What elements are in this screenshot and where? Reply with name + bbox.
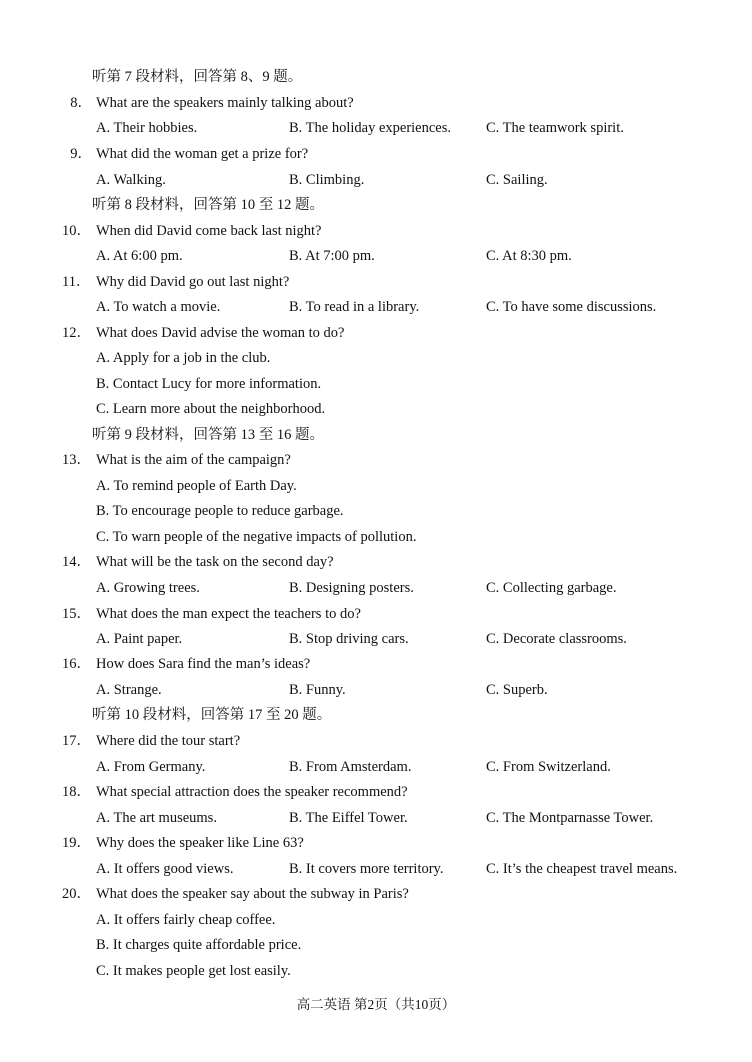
question-number: 8． <box>70 95 92 111</box>
question-number: 10． <box>62 223 91 239</box>
options-row <box>0 756 752 778</box>
option-b: B. Designing posters. <box>289 580 414 596</box>
option-row <box>0 500 752 522</box>
question-row <box>0 832 752 854</box>
question-number: 13． <box>62 452 91 468</box>
section-header-row <box>0 704 752 726</box>
options-row <box>0 169 752 191</box>
option-row <box>0 960 752 982</box>
section-header-row <box>0 424 752 446</box>
question-text: Where did the tour start? <box>96 733 241 749</box>
option-row <box>0 909 752 931</box>
question-text: How does Sara find the man’s ideas? <box>96 656 311 672</box>
section-header: 听第 7 段材料，回答第 8、9 题。 <box>92 69 303 85</box>
option-b: B. Contact Lucy for more information. <box>96 376 322 392</box>
options-row <box>0 296 752 318</box>
option-b: B. Stop driving cars. <box>289 631 409 647</box>
question-text: What does the man expect the teachers to do? <box>96 606 361 622</box>
question-number: 15． <box>62 606 91 622</box>
option-row <box>0 347 752 369</box>
question-text: What are the speakers mainly talking about? <box>96 95 354 111</box>
question-number: 19． <box>62 835 91 851</box>
option-row <box>0 475 752 497</box>
section-header-row <box>0 194 752 216</box>
options-row <box>0 628 752 650</box>
question-text: What did the woman get a prize for? <box>96 146 309 162</box>
option-a: A. Walking. <box>96 172 166 188</box>
option-a: A. The art museums. <box>96 810 217 826</box>
option-a: A. It offers fairly cheap coffee. <box>96 912 276 928</box>
question-text: Why did David go out last night? <box>96 274 290 290</box>
option-row <box>0 526 752 548</box>
option-b: B. The holiday experiences. <box>289 120 451 136</box>
question-number: 11． <box>62 274 91 290</box>
question-row <box>0 730 752 752</box>
question-row <box>0 883 752 905</box>
option-row <box>0 934 752 956</box>
section-header: 听第 8 段材料，回答第 10 至 12 题。 <box>92 197 324 213</box>
option-b: B. To encourage people to reduce garbage. <box>96 503 344 519</box>
option-a: A. Apply for a job in the club. <box>96 350 271 366</box>
option-c: C. From Switzerland. <box>486 759 611 775</box>
question-row <box>0 220 752 242</box>
question-text: What does David advise the woman to do? <box>96 325 345 341</box>
question-row <box>0 653 752 675</box>
question-row <box>0 322 752 344</box>
option-a: A. Their hobbies. <box>96 120 198 136</box>
question-text: What does the speaker say about the subway in Paris? <box>96 886 409 902</box>
option-c: C. The Montparnasse Tower. <box>486 810 654 826</box>
option-a: A. Paint paper. <box>96 631 183 647</box>
option-b: B. Funny. <box>289 682 346 698</box>
question-row <box>0 143 752 165</box>
option-a: A. Growing trees. <box>96 580 200 596</box>
option-b: B. It charges quite affordable price. <box>96 937 302 953</box>
option-c: C. Sailing. <box>486 172 548 188</box>
question-number: 16． <box>62 656 91 672</box>
options-row <box>0 679 752 701</box>
option-b: B. To read in a library. <box>289 299 420 315</box>
question-text: What will be the task on the second day? <box>96 554 334 570</box>
option-c: C. At 8:30 pm. <box>486 248 572 264</box>
options-row <box>0 858 752 880</box>
option-c: C. To have some discussions. <box>486 299 657 315</box>
option-b: B. It covers more territory. <box>289 861 444 877</box>
question-number: 12． <box>62 325 91 341</box>
option-b: B. From Amsterdam. <box>289 759 412 775</box>
option-c: C. Decorate classrooms. <box>486 631 627 647</box>
question-number: 20． <box>62 886 91 902</box>
options-row <box>0 577 752 599</box>
option-a: A. It offers good views. <box>96 861 234 877</box>
options-row <box>0 117 752 139</box>
option-c: C. To warn people of the negative impacts of pollution. <box>96 529 417 545</box>
question-number: 17． <box>62 733 91 749</box>
option-a: A. At 6:00 pm. <box>96 248 183 264</box>
question-text: What is the aim of the campaign? <box>96 452 291 468</box>
question-row <box>0 603 752 625</box>
question-text: What special attraction does the speaker recommend? <box>96 784 408 800</box>
question-number: 14． <box>62 554 91 570</box>
options-row <box>0 245 752 267</box>
option-a: A. Strange. <box>96 682 162 698</box>
section-header: 听第 10 段材料，回答第 17 至 20 题。 <box>92 707 332 723</box>
question-row <box>0 449 752 471</box>
question-row <box>0 551 752 573</box>
option-b: B. Climbing. <box>289 172 365 188</box>
question-number: 18． <box>62 784 91 800</box>
option-row <box>0 373 752 395</box>
option-c: C. It’s the cheapest travel means. <box>486 861 678 877</box>
page-footer: 高二英语 第2页（共10页） <box>296 997 456 1012</box>
option-a: A. To remind people of Earth Day. <box>96 478 297 494</box>
section-header-row <box>0 66 752 88</box>
question-row <box>0 92 752 114</box>
option-c: C. It makes people get lost easily. <box>96 963 291 979</box>
option-c: C. The teamwork spirit. <box>486 120 624 136</box>
options-row <box>0 807 752 829</box>
question-number: 9． <box>70 146 92 162</box>
option-row <box>0 398 752 420</box>
option-a: A. From Germany. <box>96 759 206 775</box>
option-b: B. The Eiffel Tower. <box>289 810 408 826</box>
question-row <box>0 271 752 293</box>
option-c: C. Superb. <box>486 682 548 698</box>
option-a: A. To watch a movie. <box>96 299 221 315</box>
option-c: C. Learn more about the neighborhood. <box>96 401 326 417</box>
section-header: 听第 9 段材料，回答第 13 至 16 题。 <box>92 427 324 443</box>
option-c: C. Collecting garbage. <box>486 580 617 596</box>
question-text: When did David come back last night? <box>96 223 322 239</box>
question-text: Why does the speaker like Line 63? <box>96 835 304 851</box>
option-b: B. At 7:00 pm. <box>289 248 375 264</box>
question-row <box>0 781 752 803</box>
